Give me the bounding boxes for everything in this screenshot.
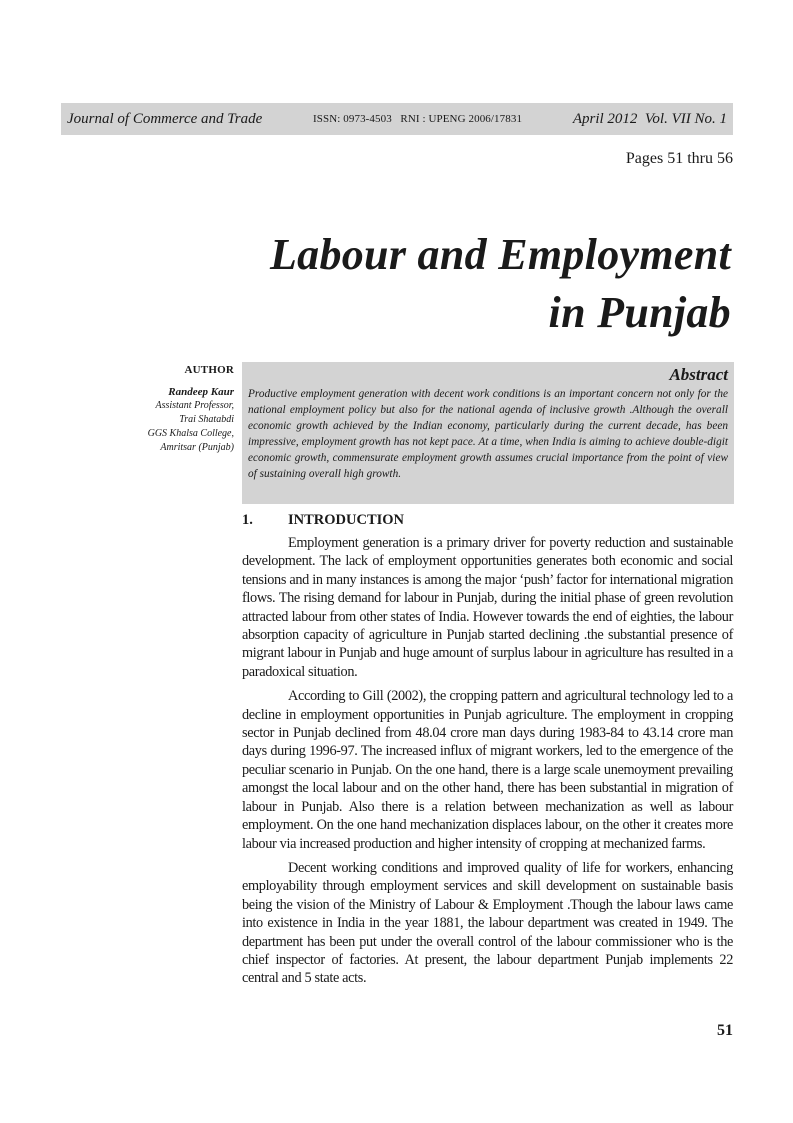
paragraph-3: Decent working conditions and improved quality of life for workers, enhancing employability through employment services and skill development on sustainable basis being the vision of the Ministry of Labour & Employment .Though the labour laws came into existence in India in the year 1881, the labour department was created in 1949. The department has been put under the overall control of the labour commissioner who is the chief inspector of factories. At present, the labour department Punjab implements 22 central and 5 state acts. xyxy=(242,859,733,987)
section-title: INTRODUCTION xyxy=(288,512,405,528)
section-number: 1. xyxy=(242,512,253,528)
author-block xyxy=(100,364,234,455)
author-affiliation-4: Amritsar (Punjab) xyxy=(160,442,234,453)
journal-header xyxy=(61,103,733,135)
issn-rni: ISSN: 0973-4503 RNI : UPENG 2006/17831 xyxy=(313,113,523,125)
abstract-heading: Abstract xyxy=(669,365,728,384)
paragraph-1: Employment generation is a primary driver for poverty reduction and sustainable development. The lack of employment opportunities generates both economic and social tensions and in many instances is among the major ‘push’ factor for international migration flows. The rising demand for labour in Punjab, during the initial phase of green revolution attracted labour from other states of India. However towards the end of eighties, the labour absorption capacity of agriculture in Punjab started declining .the substantial presence of migrant labour in Punjab and huge amount of surplus labour in agriculture has resulted in a paradoxical situation. xyxy=(242,535,733,680)
article-title xyxy=(131,226,731,342)
article-body xyxy=(242,510,733,994)
issue-info: April 2012 Vol. VII No. 1 xyxy=(572,110,727,127)
title-line-1: Labour and Employment xyxy=(269,230,731,279)
journal-name: Journal of Commerce and Trade xyxy=(67,110,263,127)
title-line-2: in Punjab xyxy=(548,288,731,337)
author-affiliation-1: Assistant Professor, xyxy=(155,400,234,411)
paragraph-2: According to Gill (2002), the cropping pattern and agricultural technology led to a decline in employment opportunities in Punjab agriculture. The employment in cropping sector in Punjab declined from 48.04 crore man days during 1983-84 to 43.14 crore man days during 1996-97. The increased influx of migrant workers, led to the emergence of the peculiar scenario in Punjab. On the one hand, there is a large scale unemoyment prevailing amongst the local labour and on the other hand, there has been substantial in migration of labour in Punjab. Also there is a relation between mechanization as well as labour employment. On the one hand mechanization displaces labour, on the other it creates more labour via increased production and higher intensity of cropping at mechanized farms. xyxy=(242,688,733,852)
page-number: 51 xyxy=(717,1022,733,1039)
author-name: Randeep Kaur xyxy=(168,386,234,398)
page-range: Pages 51 thru 56 xyxy=(625,150,733,167)
abstract-text: Productive employment generation with decent work conditions is an important concern not only for the national employment policy but also for the national agenda of inclusive growth .Although the overall economic growth achieved by the Indian economy, particularly during the current decade, has been impressive, employment growth has not kept pace. At a time, when India is aiming to achieve double-digit economic growth, commensurate employment growth assumes crucial importance from the point of view of sustaining overall high growth. xyxy=(248,388,728,480)
abstract-box xyxy=(242,362,734,504)
author-heading: AUTHOR xyxy=(184,364,234,376)
section-heading xyxy=(242,510,733,530)
author-affiliation-2: Trai Shatabdi xyxy=(179,414,234,425)
author-affiliation-3: GGS Khalsa College, xyxy=(147,428,234,439)
